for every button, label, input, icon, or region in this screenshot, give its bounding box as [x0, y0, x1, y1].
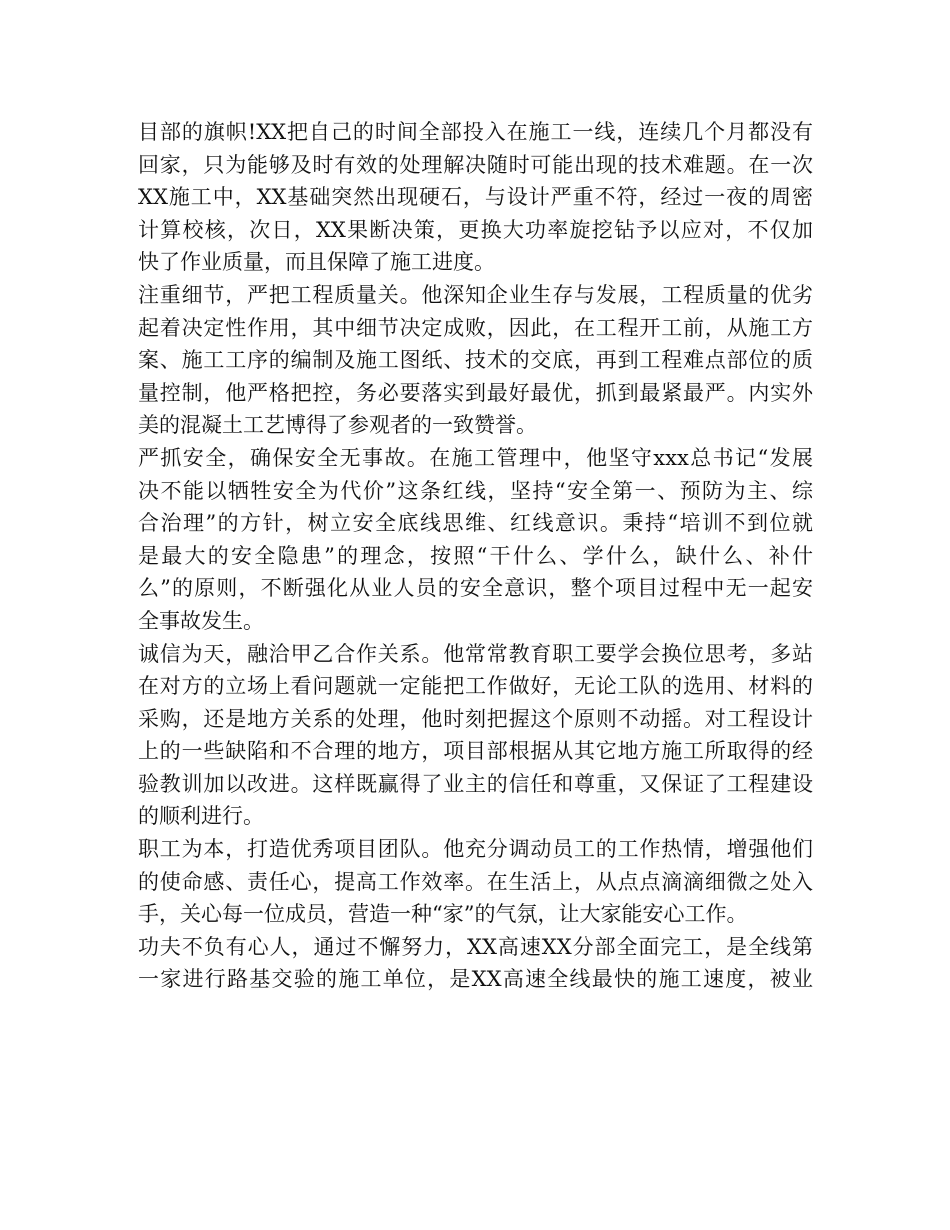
text-line: 严抓安全，确保安全无事故。在施工管理中，他坚守xxx总书记“发展: [138, 445, 813, 470]
text-line: 验教训加以改进。这样既赢得了业主的信任和尊重，又保证了工程建设: [138, 771, 813, 796]
text-line: 目部的旗帜!XX把自己的时间全部投入在施工一线，连续几个月都没有: [138, 120, 813, 144]
text-line: XX施工中，XX基础突然出现硬石，与设计严重不符，经过一夜的周密: [138, 185, 813, 210]
text-line: 快了作业质量，而且保障了施工进度。: [138, 250, 495, 275]
text-line: 计算校核，次日，XX果断决策，更换大功率旋挖钻予以应对，不仅加: [138, 217, 813, 242]
text-line: 一家进行路基交验的施工单位，是XX高速全线最快的施工速度，被业: [138, 967, 813, 992]
text-line: 职工为本，打造优秀项目团队。他充分调动员工的工作热情，增强他们: [138, 837, 813, 862]
text-line: 采购，还是地方关系的处理，他时刻把握这个原则不动摇。对工程设计: [138, 706, 813, 731]
text-line: 上的一些缺陷和不合理的地方，项目部根据从其它地方施工所取得的经: [138, 739, 813, 764]
text-line: 的使命感、责任心，提高工作效率。在生活上，从点点滴滴细微之处入: [138, 869, 813, 894]
text-line: 合治理”的方针，树立安全底线思维、红线意识。秉持“培训不到位就: [138, 511, 813, 536]
text-line: 全事故发生。: [138, 608, 264, 633]
document-body: [138, 116, 813, 996]
text-line: 美的混凝土工艺博得了参观者的一致赞誉。: [138, 413, 537, 438]
text-line: 么”的原则，不断强化从业人员的安全意识，整个项目过程中无一起安: [138, 576, 813, 601]
text-line: 诚信为天，融洽甲乙合作关系。他常常教育职工要学会换位思考，多站: [138, 641, 813, 666]
text-line: 手，关心每一位成员，营造一种“家”的气氛，让大家能安心工作。: [138, 902, 748, 927]
text-line: 案、施工工序的编制及施工图纸、技术的交底，再到工程难点部位的质: [138, 348, 813, 373]
text-line: 的顺利进行。: [138, 804, 264, 829]
text-line: 量控制，他严格把控，务必要落实到最好最优，抓到最紧最严。内实外: [138, 380, 813, 405]
text-line: 注重细节，严把工程质量关。他深知企业生存与发展，工程质量的优劣: [138, 282, 813, 307]
text-line: 在对方的立场上看问题就一定能把工作做好，无论工队的选用、材料的: [138, 674, 813, 699]
text-line: 决不能以牺牲安全为代价”这条红线，坚持“安全第一、预防为主、综: [138, 478, 813, 503]
text-line: 是最大的安全隐患”的理念，按照“干什么、学什么，缺什么、补什: [138, 543, 813, 568]
text-line: 功夫不负有心人，通过不懈努力，XX高速XX分部全面完工，是全线第: [138, 934, 813, 959]
text-line: 回家，只为能够及时有效的处理解决随时可能出现的技术难题。在一次: [138, 152, 813, 177]
text-line: 起着决定性作用，其中细节决定成败，因此，在工程开工前，从施工方: [138, 315, 813, 340]
